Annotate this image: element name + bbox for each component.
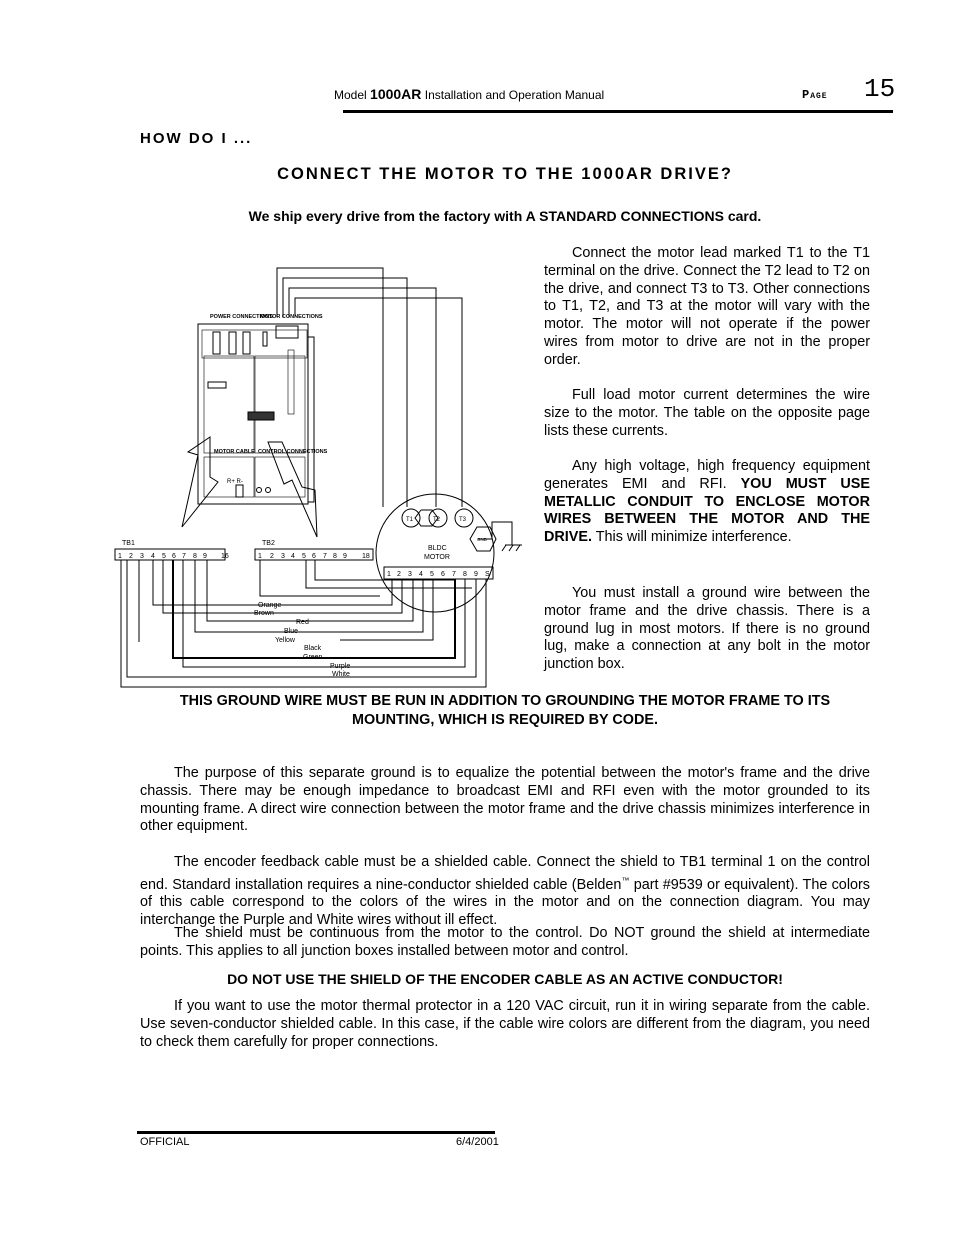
tb1-terminal: 5	[162, 553, 166, 560]
motor-terminal: 4	[419, 571, 423, 578]
wire-label-orange: Orange	[258, 602, 282, 609]
tb2-terminal: 2	[270, 553, 274, 560]
manual-title: Installation and Operation Manual	[421, 88, 605, 102]
wire-label-white: White	[332, 671, 350, 678]
wire-label-blue: Blue	[284, 628, 299, 635]
right-column-p3: Any high voltage, high frequency equipment generates EMI and RFI. YOU MUST USE METALLIC CONDUIT TO ENCLOSE MOTOR WIRES BETWEEN THE MOTOR AND THE DRIVE. This will minimize interference.	[544, 458, 870, 546]
wiring-diagram	[110, 262, 540, 692]
wire-label-green: Green	[303, 654, 323, 661]
motor-terminal: 9	[474, 571, 478, 578]
footer-left: OFFICIAL	[140, 1136, 190, 1148]
tb2-terminal: 9	[343, 553, 347, 560]
gnd-label: GND	[477, 537, 487, 542]
footer-rule	[137, 1131, 495, 1134]
tb2-terminal: 8	[333, 553, 337, 560]
page-title: CONNECT THE MOTOR TO THE 1000AR DRIVE?	[277, 165, 733, 183]
page-label: Page	[802, 88, 828, 102]
motor-terminal: 1	[387, 571, 391, 578]
tb1-terminal: 4	[151, 553, 155, 560]
motor-terminal: 2	[397, 571, 401, 578]
body-p4: If you want to use the motor thermal protector in a 120 VAC circuit, run it in wiring separate from the cable. Use seven-conductor shielded cable. In this case, if the cable wire colors are different from the diagram, you need to check them carefully for proper connections.	[140, 998, 870, 1050]
wire-label-yellow: Yellow	[275, 637, 295, 644]
motor-label-line1: BLDC	[428, 545, 447, 552]
tb2-terminal: 6	[312, 553, 316, 560]
tb1-terminal: 3	[140, 553, 144, 560]
right-column-p1: Connect the motor lead marked T1 to the T1 terminal on the drive. Connect the T2 lead to T2 on the drive, and connect T3 to T3. Other connections to T1, T2, and T3 at the motor will vary with the motor. The motor will not operate if the power wires from motor to drive are not in the proper order.	[544, 245, 870, 368]
tb2-label: TB2	[262, 540, 275, 547]
motor-terminal: 5	[430, 571, 434, 578]
t1-label: T1	[406, 517, 414, 523]
motor-terminal: 3	[408, 571, 412, 578]
tb1-terminal: 2	[129, 553, 133, 560]
header-rule	[343, 110, 893, 113]
body-p1: The purpose of this separate ground is to equalize the potential between the motor's frame and the drive chassis. There may be enough impedance to broadcast EMI and RFI even with the motor grounded to its mounting frame. A direct wire connection between the motor frame and the drive chassis minimizes interference in other equipment.	[140, 765, 870, 835]
motor-cable-label: MOTOR CABLE	[214, 449, 255, 455]
tb1-terminal: 1	[118, 553, 122, 560]
body-p3: The shield must be continuous from the motor to the control. Do NOT ground the shield at intermediate points. This applies to all junction boxes installed between motor and control.	[140, 925, 870, 959]
conduit-warning: YOU MUST USE METALLIC CONDUIT TO ENCLOSE MOTOR WIRES BETWEEN THE MOTOR AND THE DRIVE.	[544, 475, 870, 546]
ship-note: We ship every drive from the factory with A STANDARD CONNECTIONS card.	[248, 208, 762, 224]
tb1-terminal: 6	[172, 553, 176, 560]
control-connections-label: CONTROL CONNECTIONS	[258, 449, 328, 455]
right-column-p4: You must install a ground wire between the motor frame and the drive chassis. There is a ground lug in most motors. If there is no ground lug, make a connection at any bolt in the motor junction box.	[544, 585, 870, 673]
ground-warning: THIS GROUND WIRE MUST BE RUN IN ADDITION TO GROUNDING THE MOTOR FRAME TO ITS MOUNTING, WHICH IS REQUIRED BY CODE.	[179, 693, 831, 728]
manual-header	[334, 86, 604, 102]
t2-label: T2	[433, 517, 441, 523]
tb1-terminal-last: 16	[221, 553, 229, 560]
t3-label: T3	[459, 517, 467, 523]
tb1-label: TB1	[122, 540, 135, 547]
wire-label-red: Red	[296, 619, 309, 626]
wire-label-black: Black	[304, 645, 322, 652]
wire-label-purple: Purple	[330, 663, 351, 670]
tb2-terminal: 4	[291, 553, 295, 560]
motor-label-line2: MOTOR	[424, 554, 450, 561]
rr-label: R+ R-	[227, 479, 243, 485]
section-heading: HOW DO I ...	[140, 130, 253, 147]
motor-terminal: 7	[452, 571, 456, 578]
motor-terminal: S	[485, 571, 490, 578]
right-column-p2: Full load motor current determines the wire size to the motor. The table on the opposite page lists these currents.	[544, 387, 870, 439]
page-number: 15	[864, 74, 896, 104]
tb2-terminal: 5	[302, 553, 306, 560]
motor-terminal: 6	[441, 571, 445, 578]
tb2-terminal-last: 18	[362, 553, 370, 560]
motor-terminal: 8	[463, 571, 467, 578]
tb1-terminal: 8	[193, 553, 197, 560]
model-name: 1000AR	[370, 86, 422, 102]
tb2-terminal: 3	[281, 553, 285, 560]
shield-warning: DO NOT USE THE SHIELD OF THE ENCODER CABLE AS AN ACTIVE CONDUCTOR!	[227, 971, 783, 987]
power-connections-label: POWER CONNECTIONS	[210, 314, 273, 320]
tb1-terminal: 9	[203, 553, 207, 560]
wire-label-brown: Brown	[254, 610, 274, 617]
tb2-terminal: 1	[258, 553, 262, 560]
tb2-terminal: 7	[323, 553, 327, 560]
model-prefix: Model	[334, 88, 371, 102]
footer-date: 6/4/2001	[456, 1136, 499, 1148]
body-p2: The encoder feedback cable must be a shielded cable. Connect the shield to TB1 terminal 1 on the control end. Standard installation requires a nine-conductor shielded cable (Belden™ part #9539 or equivalent). The colors of this cable correspond to the colors of the wires in the motor and on the connection diagram. You may interchange the Purple and White wires without ill effect.	[140, 854, 871, 929]
tb1-terminal: 7	[182, 553, 186, 560]
motor-connections-label: MOTOR CONNECTIONS	[260, 314, 323, 320]
